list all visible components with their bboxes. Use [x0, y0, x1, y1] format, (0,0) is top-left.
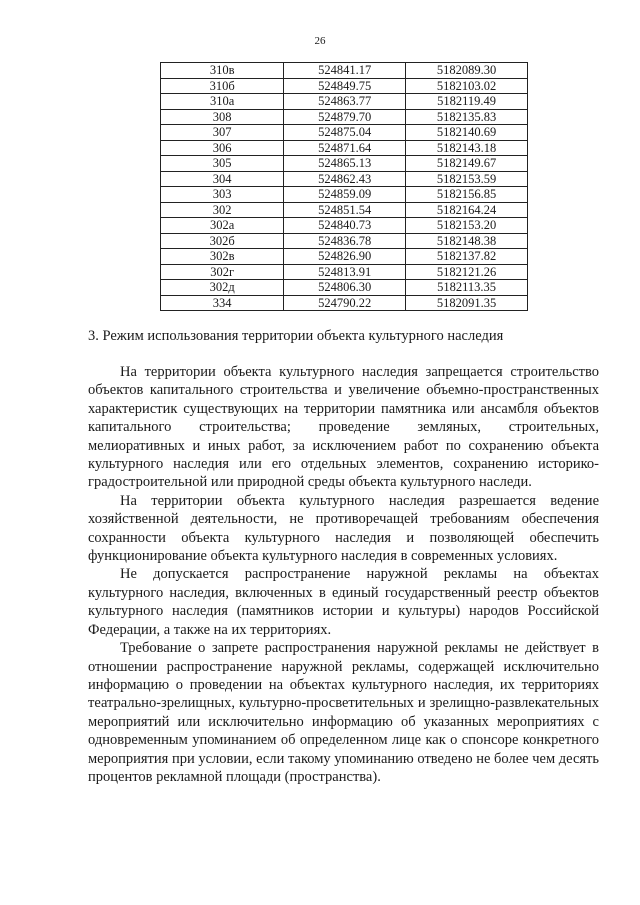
- paragraph-advertising-exception: Требование о запрете распространения наружной рекламы не действует в отношении распространение наружной рекламы, содержащей исключительно информацию о проведении на объектах культурного наследия, их территориях театрально-зрелищных, культурно-просветительных и зрелищно-развлекательных мероприятий или исключительно информацию об указанных мероприятиях с одновременным упоминанием об определенном лице как о спонсоре конкретного мероприятия при условии, если такому упоминанию отведено не более чем десять процентов рекламной площади (пространства).: [88, 640, 599, 785]
- y-coordinate-cell: 5182148.38: [406, 233, 528, 249]
- point-number-cell: 306: [161, 140, 284, 156]
- x-coordinate-cell: 524851.54: [284, 202, 406, 218]
- x-coordinate-cell: 524806.30: [284, 280, 406, 296]
- page-number: 26: [314, 35, 326, 47]
- point-number-cell: 307: [161, 125, 284, 141]
- table-row: [161, 202, 528, 218]
- point-number-cell: 302д: [161, 280, 284, 296]
- coordinates-table: [160, 62, 528, 311]
- x-coordinate-cell: 524859.09: [284, 187, 406, 203]
- y-coordinate-cell: 5182149.67: [406, 156, 528, 172]
- x-coordinate-cell: 524826.90: [284, 249, 406, 265]
- y-coordinate-cell: 5182103.02: [406, 78, 528, 94]
- table-row: [161, 295, 528, 311]
- table-row: [161, 249, 528, 265]
- point-number-cell: 310в: [161, 63, 284, 79]
- x-coordinate-cell: 524879.70: [284, 109, 406, 125]
- y-coordinate-cell: 5182135.83: [406, 109, 528, 125]
- coordinates-table-body: [161, 63, 528, 311]
- x-coordinate-cell: 524849.75: [284, 78, 406, 94]
- y-coordinate-cell: 5182089.30: [406, 63, 528, 79]
- x-coordinate-cell: 524863.77: [284, 94, 406, 110]
- y-coordinate-cell: 5182153.59: [406, 171, 528, 187]
- point-number-cell: 303: [161, 187, 284, 203]
- point-number-cell: 310б: [161, 78, 284, 94]
- point-number-cell: 334: [161, 295, 284, 311]
- y-coordinate-cell: 5182143.18: [406, 140, 528, 156]
- point-number-cell: 305: [161, 156, 284, 172]
- point-number-cell: 302г: [161, 264, 284, 280]
- point-number-cell: 302: [161, 202, 284, 218]
- x-coordinate-cell: 524840.73: [284, 218, 406, 234]
- table-row: [161, 171, 528, 187]
- paragraph-prohibitions: На территории объекта культурного наследия запрещается строительство объектов капитального строительства и увеличение объемно-пространственных характеристик существующих на территории памятника или ансамбля объектов капитального строительства; проведение земляных, строительных, мелиоративных и иных работ, за исключением работ по сохранению объекта культурного наследия или его отдельных элементов, сохранению историко-градостроительной или природной среды объекта культурного наследи.: [88, 364, 599, 491]
- x-coordinate-cell: 524836.78: [284, 233, 406, 249]
- y-coordinate-cell: 5182164.24: [406, 202, 528, 218]
- table-row: [161, 233, 528, 249]
- table-row: [161, 78, 528, 94]
- table-row: [161, 187, 528, 203]
- y-coordinate-cell: 5182113.35: [406, 280, 528, 296]
- x-coordinate-cell: 524841.17: [284, 63, 406, 79]
- point-number-cell: 302б: [161, 233, 284, 249]
- x-coordinate-cell: 524865.13: [284, 156, 406, 172]
- section-body: [88, 363, 599, 786]
- paragraph-permitted-activity: На территории объекта культурного наследия разрешается ведение хозяйственной деятельности, не противоречащей требованиям обеспечения сохранности объекта культурного наследия и позволяющей обеспечить функционирование объекта культурного наследия в современных условиях.: [88, 492, 599, 565]
- paragraph-advertising-ban: Не допускается распространение наружной рекламы на объектах культурного наследия, включенных в единый государственный реестр объектов культурного наследия (памятников истории и культуры) народов Российской Федерации, а также на их территориях.: [88, 566, 599, 638]
- x-coordinate-cell: 524790.22: [284, 295, 406, 311]
- table-row: [161, 218, 528, 234]
- point-number-cell: 302а: [161, 218, 284, 234]
- table-row: [161, 156, 528, 172]
- x-coordinate-cell: 524813.91: [284, 264, 406, 280]
- x-coordinate-cell: 524862.43: [284, 171, 406, 187]
- y-coordinate-cell: 5182153.20: [406, 218, 528, 234]
- y-coordinate-cell: 5182091.35: [406, 295, 528, 311]
- point-number-cell: 310а: [161, 94, 284, 110]
- y-coordinate-cell: 5182137.82: [406, 249, 528, 265]
- y-coordinate-cell: 5182140.69: [406, 125, 528, 141]
- y-coordinate-cell: 5182119.49: [406, 94, 528, 110]
- point-number-cell: 302в: [161, 249, 284, 265]
- section-heading: 3. Режим использования территории объекта культурного наследия: [88, 328, 504, 344]
- table-row: [161, 280, 528, 296]
- y-coordinate-cell: 5182121.26: [406, 264, 528, 280]
- table-row: [161, 63, 528, 79]
- y-coordinate-cell: 5182156.85: [406, 187, 528, 203]
- table-row: [161, 109, 528, 125]
- table-row: [161, 140, 528, 156]
- x-coordinate-cell: 524875.04: [284, 125, 406, 141]
- table-row: [161, 264, 528, 280]
- x-coordinate-cell: 524871.64: [284, 140, 406, 156]
- table-row: [161, 125, 528, 141]
- point-number-cell: 304: [161, 171, 284, 187]
- point-number-cell: 308: [161, 109, 284, 125]
- table-row: [161, 94, 528, 110]
